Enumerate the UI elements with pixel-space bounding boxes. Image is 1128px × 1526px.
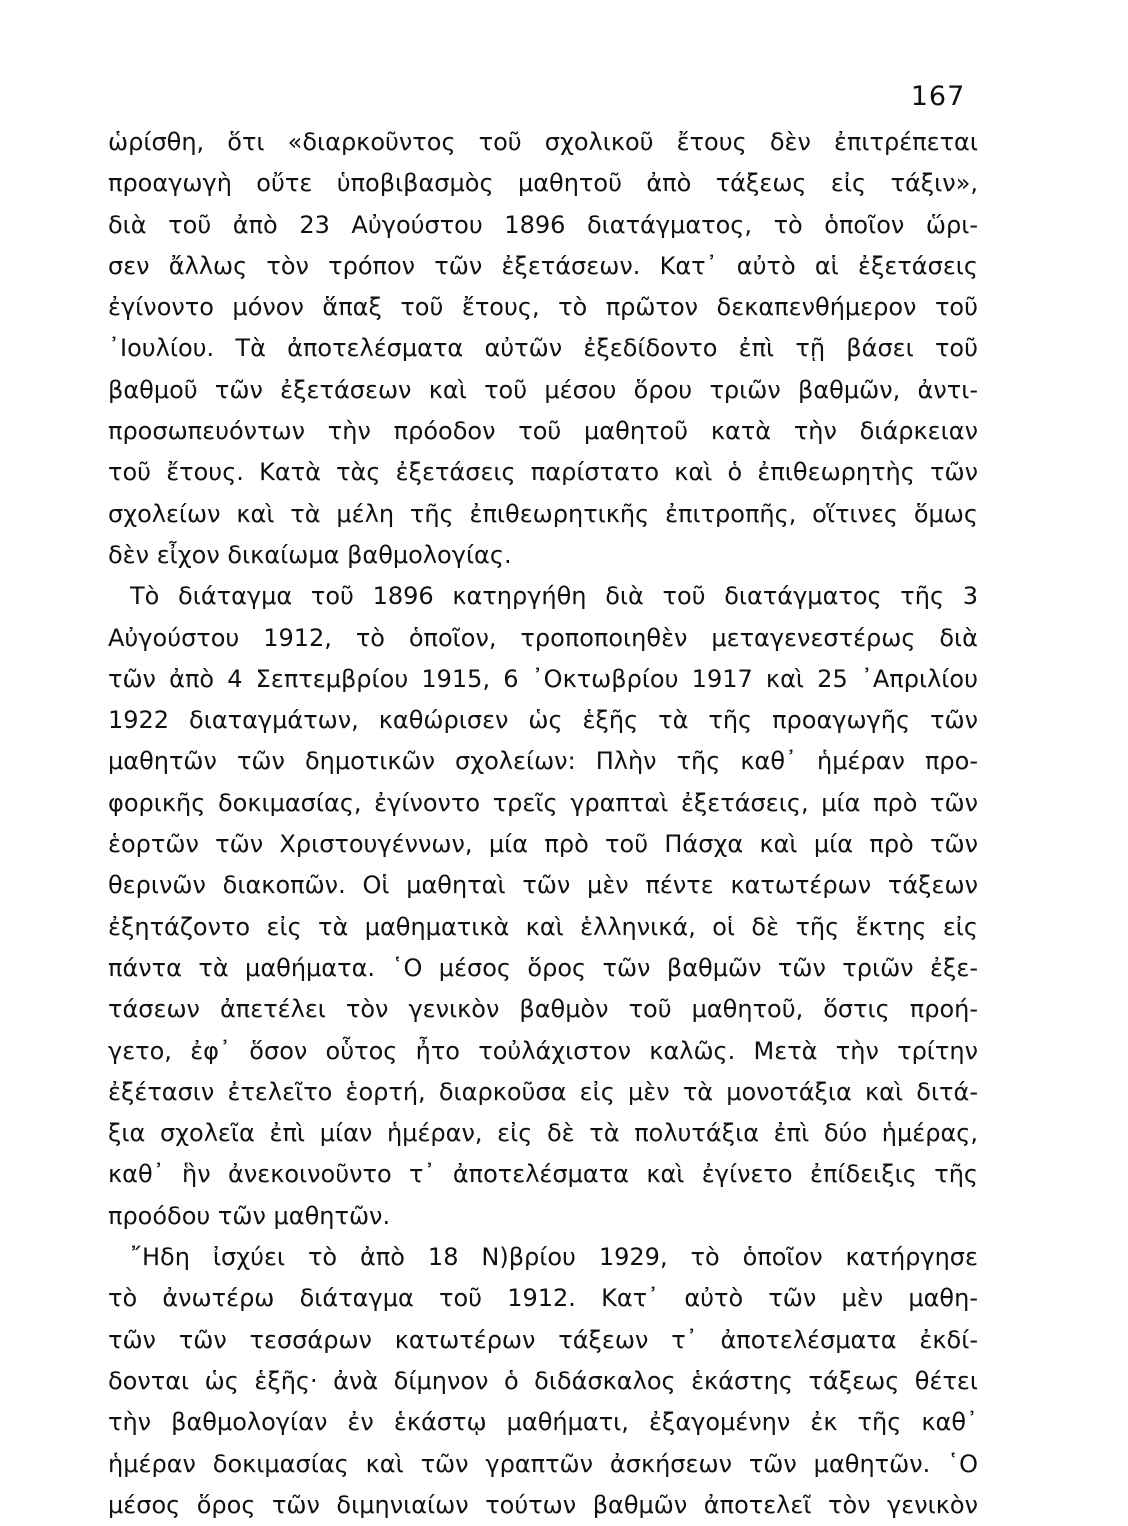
text-line: προαγωγὴ οὔτε ὑποβιβασμὸς μαθητοῦ ἀπὸ τάξεως εἰς τάξιν», [108, 169, 978, 198]
text-line: μαθητῶν τῶν δημοτικῶν σχολείων: Πλὴν τῆς καθ᾽ ἡμέραν προ- [108, 747, 978, 776]
text-line: προόδου τῶν μαθητῶν. [108, 1201, 391, 1230]
text-line: ἐγίνοντο μόνον ἅπαξ τοῦ ἔτους, τὸ πρῶτον δεκαπενθήμερον τοῦ [108, 293, 978, 322]
text-line: πάντα τὰ μαθήματα. ῾Ο μέσος ὅρος τῶν βαθμῶν τῶν τριῶν ἐξε- [108, 953, 978, 982]
body-text [108, 122, 978, 1526]
text-line: ἐξέτασιν ἐτελεῖτο ἑορτή, διαρκοῦσα εἰς μὲν τὰ μονοτάξια καὶ διτά- [108, 1077, 978, 1106]
text-line: ἑορτῶν τῶν Χριστουγέννων, μία πρὸ τοῦ Πάσχα καὶ μία πρὸ τῶν [108, 830, 978, 859]
text-line: θερινῶν διακοπῶν. Οἱ μαθηταὶ τῶν μὲν πέντε κατωτέρων τάξεων [108, 871, 978, 900]
text-line: 1922 διαταγμάτων, καθώρισεν ὡς ἑξῆς τὰ τῆς προαγωγῆς τῶν [108, 706, 978, 735]
text-line: φορικῆς δοκιμασίας, ἐγίνοντο τρεῖς γραπταὶ ἐξετάσεις, μία πρὸ τῶν [108, 788, 978, 817]
page-number: 167 [910, 81, 966, 112]
text-line: τὸ ἀνωτέρω διάταγμα τοῦ 1912. Κατ᾽ αὐτὸ τῶν μὲν μαθη- [108, 1284, 978, 1313]
text-line: δονται ὡς ἑξῆς· ἀνὰ δίμηνον ὁ διδάσκαλος ἑκάστης τάξεως θέτει [108, 1366, 978, 1395]
text-line: μέσος ὅρος τῶν διμηνιαίων τούτων βαθμῶν ἀποτελεῖ τὸν γενικὸν [108, 1490, 978, 1519]
text-line: σχολείων καὶ τὰ μέλη τῆς ἐπιθεωρητικῆς ἐπιτροπῆς, οἵτινες ὅμως [108, 499, 978, 528]
text-line: ἡμέραν δοκιμασίας καὶ τῶν γραπτῶν ἀσκήσεων τῶν μαθητῶν. ῾Ο [108, 1449, 978, 1478]
text-line: σεν ἄλλως τὸν τρόπον τῶν ἐξετάσεων. Κατ᾽ αὐτὸ αἱ ἐξετάσεις [108, 251, 978, 280]
text-line: ἐξητάζοντο εἰς τὰ μαθηματικὰ καὶ ἑλληνικά, οἱ δὲ τῆς ἕκτης εἰς [108, 912, 978, 941]
text-line: τάσεων ἀπετέλει τὸν γενικὸν βαθμὸν τοῦ μαθητοῦ, ὅστις προή- [108, 995, 978, 1024]
text-line: καθ᾽ ἣν ἀνεκοινοῦντο τ᾽ ἀποτελέσματα καὶ ἐγίνετο ἐπίδειξις τῆς [108, 1160, 978, 1189]
text-line: δὲν εἶχον δικαίωμα βαθμολογίας. [108, 540, 512, 569]
text-line: ῎Ηδη ἰσχύει τὸ ἀπὸ 18 Ν)βρίου 1929, τὸ ὁποῖον κατήργησε [130, 1243, 978, 1272]
text-line: βαθμοῦ τῶν ἐξετάσεων καὶ τοῦ μέσου ὅρου τριῶν βαθμῶν, ἀντι- [108, 375, 978, 404]
text-line: τῶν ἀπὸ 4 Σεπτεμβρίου 1915, 6 ᾽Οκτωβρίου 1917 καὶ 25 ᾽Απριλίου [108, 664, 978, 693]
text-line: ὡρίσθη, ὅτι «διαρκοῦντος τοῦ σχολικοῦ ἔτους δὲν ἐπιτρέπεται [108, 128, 978, 156]
text-line: γετο, ἐφ᾽ ὅσον οὗτος ἦτο τοὐλάχιστον καλῶς. Μετὰ τὴν τρίτην [108, 1036, 978, 1065]
text-line: διὰ τοῦ ἀπὸ 23 Αὐγούστου 1896 διατάγματος, τὸ ὁποῖον ὥρι- [108, 210, 978, 239]
text-line: προσωπευόντων τὴν πρόοδον τοῦ μαθητοῦ κατὰ τὴν διάρκειαν [108, 417, 978, 446]
text-line: ᾽Ιουλίου. Τὰ ἀποτελέσματα αὐτῶν ἐξεδίδοντο ἐπὶ τῇ βάσει τοῦ [108, 334, 978, 363]
text-line: τὴν βαθμολογίαν ἐν ἑκάστῳ μαθήματι, ἐξαγομένην ἐκ τῆς καθ᾽ [108, 1408, 978, 1437]
text-line: ξια σχολεῖα ἐπὶ μίαν ἡμέραν, εἰς δὲ τὰ πολυτάξια ἐπὶ δύο ἡμέρας, [108, 1119, 978, 1148]
text-line: τῶν τῶν τεσσάρων κατωτέρων τάξεων τ᾽ ἀποτελέσματα ἐκδί- [108, 1325, 978, 1354]
text-line: Αὐγούστου 1912, τὸ ὁποῖον, τροποποιηθὲν μεταγενεστέρως διὰ [108, 623, 978, 652]
text-line: Τὸ διάταγμα τοῦ 1896 κατηργήθη διὰ τοῦ διατάγματος τῆς 3 [130, 582, 978, 611]
text-line: τοῦ ἔτους. Κατὰ τὰς ἐξετάσεις παρίστατο καὶ ὁ ἐπιθεωρητὴς τῶν [108, 458, 978, 487]
